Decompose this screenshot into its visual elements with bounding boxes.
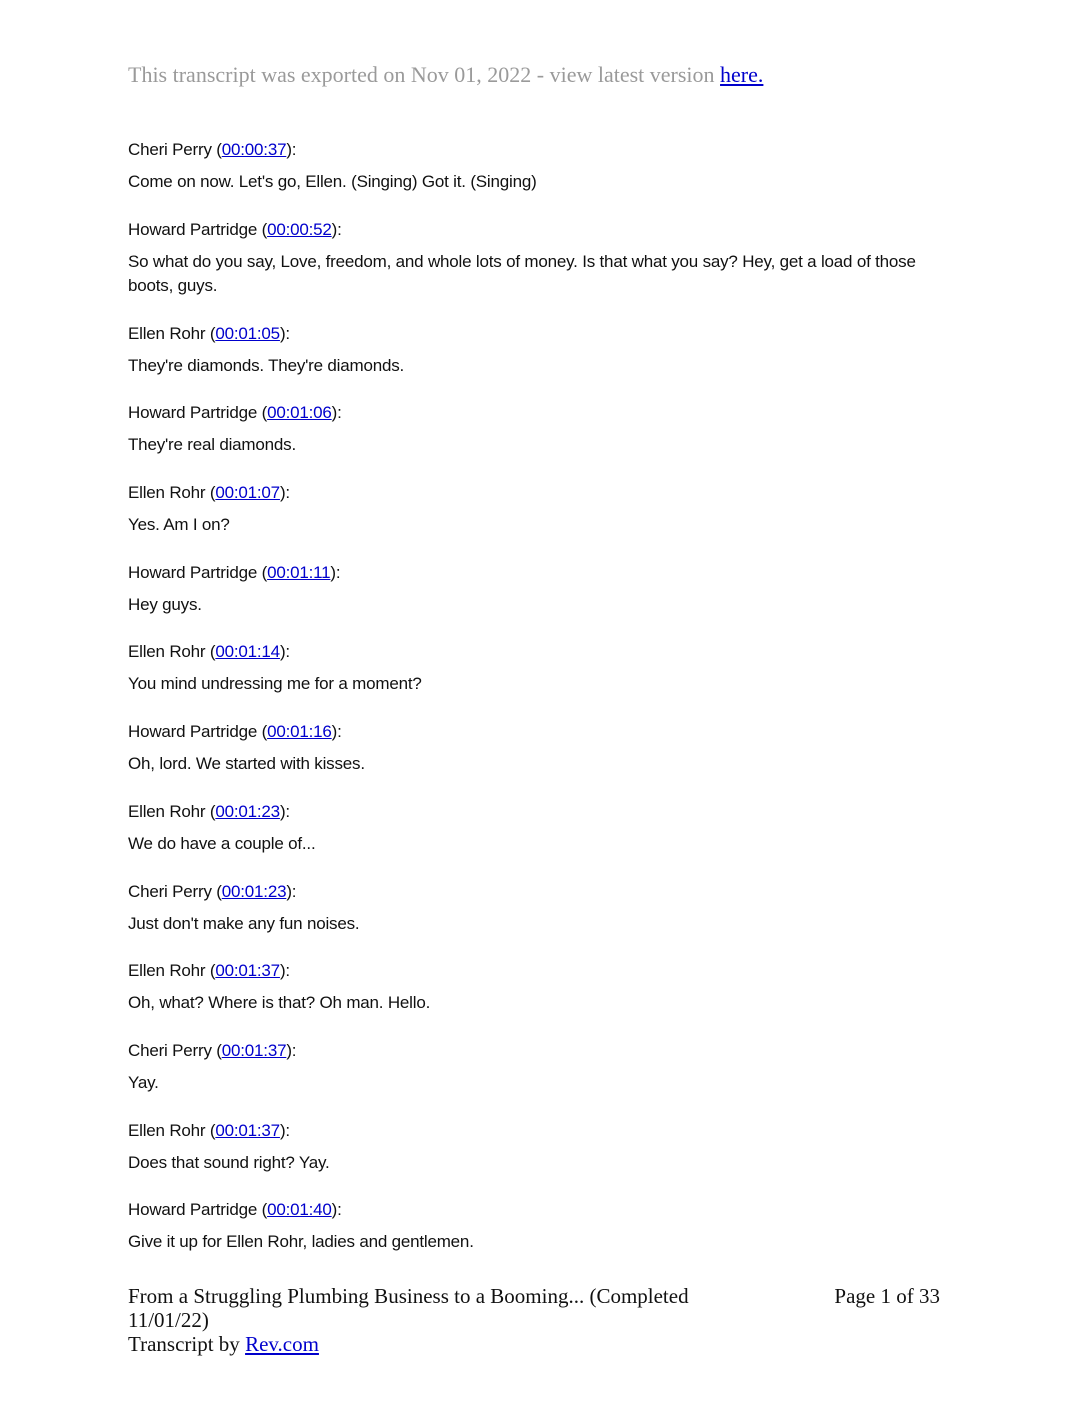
footer-title: From a Struggling Plumbing Business to a Booming... (Completed 11/01/22) xyxy=(128,1284,689,1332)
utterance-text: Yes. Am I on? xyxy=(128,515,230,535)
utterance-text: Yay. xyxy=(128,1072,159,1092)
transcript-entry xyxy=(128,640,948,720)
utterance-text: They're real diamonds. xyxy=(128,435,296,455)
speaker-name: Howard Partridge xyxy=(128,722,258,742)
timestamp-link[interactable]: 00:01:11 xyxy=(267,562,331,582)
timestamp-link[interactable]: 00:01:37 xyxy=(221,1040,287,1060)
latest-version-link[interactable]: here. xyxy=(720,62,764,87)
speaker-name: Cheri Perry xyxy=(128,881,212,901)
speaker-name: Ellen Rohr xyxy=(128,801,206,821)
speaker-name: Ellen Rohr xyxy=(128,323,206,343)
transcript-entry xyxy=(128,959,948,1039)
timestamp-link[interactable]: 00:00:52 xyxy=(267,219,332,239)
utterance-text: They're diamonds. They're diamonds. xyxy=(128,355,405,375)
transcript-credit-text: Transcript by xyxy=(128,1332,246,1356)
speaker-line: Ellen Rohr (00:01:07): xyxy=(128,483,290,503)
speaker-name: Cheri Perry xyxy=(128,140,212,159)
timestamp-link[interactable]: 00:01:23 xyxy=(215,801,280,821)
utterance-text: Give it up for Ellen Rohr, ladies and gentlemen. xyxy=(128,1232,474,1252)
utterance-text: Does that sound right? Yay. xyxy=(128,1152,330,1172)
timestamp-link[interactable]: 00:01:16 xyxy=(267,722,332,742)
transcript-entry xyxy=(128,322,948,402)
speaker-line: Ellen Rohr (00:01:14): xyxy=(128,642,290,662)
speaker-name: Ellen Rohr xyxy=(128,1120,206,1140)
utterance-text: Oh, lord. We started with kisses. xyxy=(128,754,365,774)
speaker-name: Ellen Rohr xyxy=(128,961,206,981)
speaker-line: Howard Partridge (00:01:16): xyxy=(128,722,342,742)
speaker-line: Howard Partridge (00:01:06): xyxy=(128,403,342,423)
transcript-entry xyxy=(128,1119,948,1199)
speaker-line: Howard Partridge (00:01:40): xyxy=(128,1200,342,1220)
rev-link[interactable]: Rev.com xyxy=(245,1332,319,1356)
speaker-name: Ellen Rohr xyxy=(128,642,206,662)
transcript-body xyxy=(128,138,948,1278)
speaker-line: Ellen Rohr (00:01:37): xyxy=(128,961,290,981)
export-notice xyxy=(128,62,763,88)
utterance-text: Hey guys. xyxy=(128,594,202,614)
timestamp-link[interactable]: 00:01:06 xyxy=(267,403,332,423)
transcript-entry xyxy=(128,880,948,960)
page-number: Page 1 of 33 xyxy=(834,1284,940,1308)
speaker-name: Howard Partridge xyxy=(128,562,258,582)
timestamp-link[interactable]: 00:01:07 xyxy=(215,483,280,503)
timestamp-link[interactable]: 00:01:23 xyxy=(221,881,287,901)
transcript-entry xyxy=(128,481,948,561)
speaker-line: Howard Partridge (00:01:11): xyxy=(128,562,341,582)
speaker-name: Ellen Rohr xyxy=(128,483,206,503)
transcript-entry xyxy=(128,401,948,481)
speaker-line: Ellen Rohr (00:01:37): xyxy=(128,1120,290,1140)
timestamp-link[interactable]: 00:01:37 xyxy=(215,1120,280,1140)
timestamp-link[interactable]: 00:01:14 xyxy=(215,642,280,662)
speaker-name: Cheri Perry xyxy=(128,1040,212,1060)
speaker-line: Cheri Perry (00:01:23): xyxy=(128,881,297,901)
utterance-text: We do have a couple of... xyxy=(128,833,316,853)
transcript-entry xyxy=(128,218,948,322)
export-notice-text: This transcript was exported on Nov 01, 2022 - view latest version xyxy=(128,62,721,87)
page-footer xyxy=(128,1284,940,1356)
timestamp-link[interactable]: 00:01:05 xyxy=(215,323,280,343)
speaker-name: Howard Partridge xyxy=(128,1200,258,1220)
utterance-text: You mind undressing me for a moment? xyxy=(128,674,422,694)
speaker-line: Cheri Perry (00:01:37): xyxy=(128,1040,297,1060)
utterance-text: Come on now. Let's go, Ellen. (Singing) Got it. (Singing) xyxy=(128,172,537,191)
utterance-text: So what do you say, Love, freedom, and whole lots of money. Is that what you say? Hey, get a load of those boots, guys. xyxy=(128,251,916,295)
timestamp-link[interactable]: 00:01:37 xyxy=(215,961,280,981)
transcript-entry xyxy=(128,138,948,218)
speaker-line: Cheri Perry (00:00:37): xyxy=(128,140,297,159)
speaker-line: Ellen Rohr (00:01:23): xyxy=(128,801,290,821)
utterance-text: Oh, what? Where is that? Oh man. Hello. xyxy=(128,993,431,1013)
transcript-entry xyxy=(128,1039,948,1119)
timestamp-link[interactable]: 00:00:37 xyxy=(221,140,287,159)
speaker-line: Howard Partridge (00:00:52): xyxy=(128,219,342,239)
utterance-text: Just don't make any fun noises. xyxy=(128,913,360,933)
transcript-entry xyxy=(128,720,948,800)
timestamp-link[interactable]: 00:01:40 xyxy=(267,1200,332,1220)
speaker-name: Howard Partridge xyxy=(128,219,258,239)
speaker-line: Ellen Rohr (00:01:05): xyxy=(128,323,290,343)
transcript-entry xyxy=(128,561,948,641)
speaker-name: Howard Partridge xyxy=(128,403,258,423)
transcript-credit xyxy=(128,1332,940,1356)
transcript-entry xyxy=(128,800,948,880)
transcript-entry xyxy=(128,1198,948,1278)
